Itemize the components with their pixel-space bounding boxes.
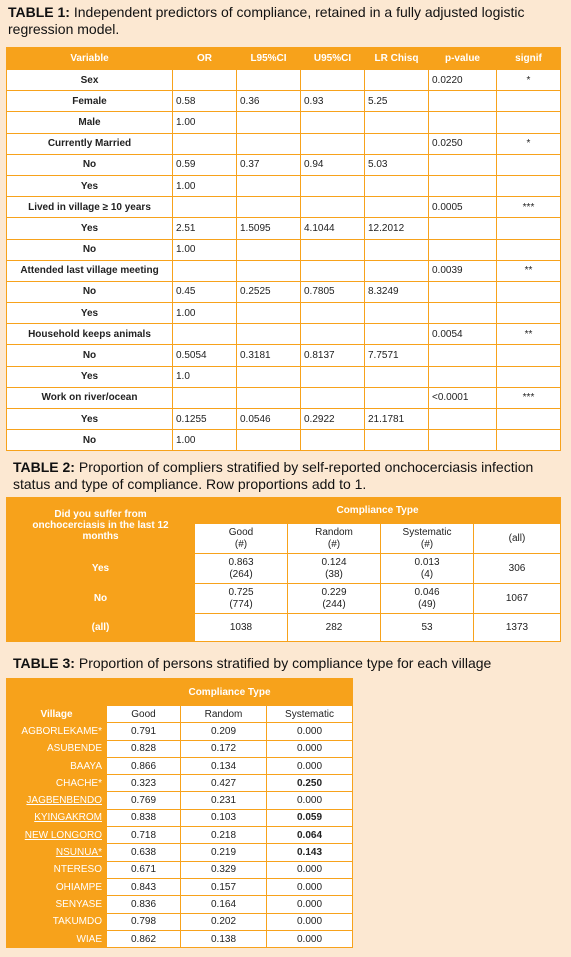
- table1-cell-or: [173, 70, 237, 91]
- table3-cell-random: 0.157: [181, 878, 267, 895]
- table1-cell-p: [429, 345, 497, 366]
- table3-caption-text: Proportion of persons stratified by compliance type for each village: [78, 655, 492, 671]
- table1-cell-lr: [365, 197, 429, 218]
- table2-col-header-name: Random: [315, 526, 353, 538]
- table1-cell-or: [173, 387, 237, 408]
- table3-cell-random: 0.164: [181, 896, 267, 913]
- table2-cell-systematic: [381, 614, 474, 642]
- table2-row: [7, 614, 561, 642]
- table2-col-header: [288, 524, 381, 554]
- table3-village: WIAE: [7, 930, 107, 947]
- table3-row: [7, 861, 353, 878]
- table1-cell-or: 1.00: [173, 112, 237, 133]
- table3-row: [7, 878, 353, 895]
- table1-cell-p: 0.0220: [429, 70, 497, 91]
- table3-cell-good: 0.862: [107, 930, 181, 947]
- table1-cell-sig: [497, 281, 561, 302]
- table3-row: [7, 896, 353, 913]
- table1-cell-p: 0.0250: [429, 133, 497, 154]
- table1-cell-sig: **: [497, 260, 561, 281]
- table3-header-row-1: [7, 679, 353, 706]
- table3-cell-good: 0.718: [107, 827, 181, 844]
- table1-row: [7, 197, 561, 218]
- table1-cell-u95: 0.8137: [301, 345, 365, 366]
- table2-count: (4): [420, 568, 434, 580]
- table1-cell-sig: **: [497, 324, 561, 345]
- table1-row: [7, 281, 561, 302]
- table1-cell-p: [429, 366, 497, 387]
- table1-header-cell: signif: [497, 48, 561, 70]
- table3-cell-systematic: 0.143: [267, 844, 353, 861]
- table3-cell-systematic: 0.000: [267, 723, 353, 740]
- table1-cell-variable: Attended last village meeting: [7, 260, 173, 281]
- table2-col-header-name: (all): [508, 532, 526, 544]
- table2-value: 282: [325, 621, 343, 633]
- table1-cell-u95: [301, 387, 365, 408]
- table1-cell-u95: [301, 260, 365, 281]
- table1-row: [7, 154, 561, 175]
- table3-village: JAGBENBENDO: [7, 792, 107, 809]
- table1-cell-variable: No: [7, 345, 173, 366]
- table1-cell-or: 0.45: [173, 281, 237, 302]
- table1-cell-sig: [497, 175, 561, 196]
- table1-row: [7, 345, 561, 366]
- table2-col-header-name: Good: [228, 526, 254, 538]
- table2-header-row-1: [7, 498, 561, 524]
- table2-col-header: [474, 524, 561, 554]
- table2-value: 1038: [229, 621, 253, 633]
- table2-count: (264): [229, 568, 253, 580]
- table1-cell-or: [173, 260, 237, 281]
- table3-cell-systematic: 0.064: [267, 827, 353, 844]
- table1-cell-variable: Yes: [7, 409, 173, 430]
- table3-cell-systematic: 0.000: [267, 757, 353, 774]
- table3-row: [7, 827, 353, 844]
- table1-cell-l95: [237, 430, 301, 451]
- table3-cell-systematic: 0.250: [267, 775, 353, 792]
- table3-village: NSUNUA*: [7, 844, 107, 861]
- table1-cell-sig: [497, 409, 561, 430]
- table1-cell-or: 1.00: [173, 430, 237, 451]
- table2-group-header: Compliance Type: [195, 498, 561, 524]
- table2-count: (38): [325, 568, 343, 580]
- table3-cell-random: 0.202: [181, 913, 267, 930]
- table2-col-header-sub: (#): [234, 538, 248, 550]
- table3-cell-good: 0.791: [107, 723, 181, 740]
- table1-cell-lr: [365, 112, 429, 133]
- table1-cell-or: [173, 197, 237, 218]
- table1-cell-p: [429, 409, 497, 430]
- table1-cell-or: 1.00: [173, 175, 237, 196]
- table1-row: [7, 175, 561, 196]
- table1-cell-lr: 7.7571: [365, 345, 429, 366]
- table1-caption-label: TABLE 1:: [8, 4, 70, 20]
- table2-cell-systematic: [381, 584, 474, 614]
- table1-cell-sig: [497, 91, 561, 112]
- table3-cell-systematic: 0.000: [267, 930, 353, 947]
- table1-cell-l95: 0.37: [237, 154, 301, 175]
- table2-value: 0.229: [321, 586, 347, 598]
- table3-row: [7, 913, 353, 930]
- table1-caption-text: Independent predictors of compliance, retained in a fully adjusted logistic regression model.: [8, 4, 525, 37]
- table1-cell-or: [173, 133, 237, 154]
- table1-cell-variable: No: [7, 281, 173, 302]
- table2-row-label: Yes: [7, 554, 195, 584]
- table3-col-header: Random: [181, 706, 267, 723]
- table2-count: (244): [322, 598, 346, 610]
- table3-village: SENYASE: [7, 896, 107, 913]
- table2-cell-all: 306: [474, 554, 561, 584]
- table1-cell-lr: 5.25: [365, 91, 429, 112]
- table1-cell-u95: [301, 324, 365, 345]
- table1-cell-sig: ***: [497, 197, 561, 218]
- table3-caption-label: TABLE 3:: [13, 655, 75, 671]
- table1-cell-or: 1.00: [173, 239, 237, 260]
- table1-header-cell: L95%CI: [237, 48, 301, 70]
- table1: [6, 47, 561, 451]
- table1-cell-p: [429, 175, 497, 196]
- table2-col-header-sub: (#): [420, 538, 434, 550]
- table1-cell-or: 0.59: [173, 154, 237, 175]
- table1-cell-or: 1.00: [173, 303, 237, 324]
- table1-cell-variable: No: [7, 430, 173, 451]
- table1-cell-l95: 0.36: [237, 91, 301, 112]
- table1-cell-l95: [237, 70, 301, 91]
- table1-header-row: [7, 48, 561, 70]
- table2-cell-systematic: [381, 554, 474, 584]
- table3-row: [7, 809, 353, 826]
- table3-cell-random: 0.427: [181, 775, 267, 792]
- table1-cell-p: 0.0039: [429, 260, 497, 281]
- table2-count: (774): [229, 598, 253, 610]
- table1-cell-p: [429, 91, 497, 112]
- table1-cell-sig: [497, 303, 561, 324]
- table2-cell-random: [288, 584, 381, 614]
- table1-cell-sig: [497, 239, 561, 260]
- table1-row: [7, 70, 561, 91]
- table3-village: NEW LONGORO: [7, 827, 107, 844]
- table2-value: 0.013: [414, 556, 440, 568]
- table1-cell-lr: [365, 366, 429, 387]
- table1-cell-sig: [497, 345, 561, 366]
- table3-village: AGBORLEKAME*: [7, 723, 107, 740]
- table3-cell-systematic: 0.000: [267, 861, 353, 878]
- table1-cell-variable: Sex: [7, 70, 173, 91]
- table2-value: 0.863: [228, 556, 254, 568]
- table1-row: [7, 324, 561, 345]
- table3-row: [7, 792, 353, 809]
- table1-cell-l95: 0.0546: [237, 409, 301, 430]
- table3-cell-good: 0.843: [107, 878, 181, 895]
- table3-header-blank: [7, 679, 107, 706]
- table3-group-header: Compliance Type: [107, 679, 353, 706]
- table1-cell-l95: [237, 324, 301, 345]
- table3-cell-good: 0.769: [107, 792, 181, 809]
- table2: [6, 497, 561, 642]
- table1-cell-or: [173, 324, 237, 345]
- table1-cell-l95: 0.2525: [237, 281, 301, 302]
- table3-col-header: Good: [107, 706, 181, 723]
- table1-cell-p: [429, 303, 497, 324]
- table1-cell-p: [429, 112, 497, 133]
- table1-cell-variable: Female: [7, 91, 173, 112]
- table2-count: (49): [418, 598, 436, 610]
- table1-cell-sig: [497, 430, 561, 451]
- table1-row: [7, 366, 561, 387]
- table3-cell-random: 0.218: [181, 827, 267, 844]
- table1-cell-l95: [237, 387, 301, 408]
- table3-cell-random: 0.172: [181, 740, 267, 757]
- table3-village: CHACHE*: [7, 775, 107, 792]
- table1-row: [7, 409, 561, 430]
- table2-col-header-name: Systematic: [402, 526, 452, 538]
- table1-cell-lr: [365, 387, 429, 408]
- table1-cell-sig: *: [497, 70, 561, 91]
- table1-row: [7, 133, 561, 154]
- table1-cell-l95: [237, 175, 301, 196]
- table3-cell-systematic: 0.000: [267, 878, 353, 895]
- table2-caption-label: TABLE 2:: [13, 459, 75, 475]
- table1-cell-variable: Household keeps animals: [7, 324, 173, 345]
- table3-cell-systematic: 0.000: [267, 896, 353, 913]
- table1-cell-lr: [365, 430, 429, 451]
- table2-value: 0.046: [414, 586, 440, 598]
- table3-cell-systematic: 0.000: [267, 740, 353, 757]
- table3-cell-random: 0.209: [181, 723, 267, 740]
- table3-col-header: Systematic: [267, 706, 353, 723]
- table1-cell-lr: 8.3249: [365, 281, 429, 302]
- table1-cell-u95: [301, 112, 365, 133]
- table1-header-cell: U95%CI: [301, 48, 365, 70]
- table3-row: [7, 723, 353, 740]
- table1-cell-sig: ***: [497, 387, 561, 408]
- table1-cell-lr: [365, 239, 429, 260]
- table1-cell-u95: [301, 366, 365, 387]
- table1-row: [7, 303, 561, 324]
- table1-row: [7, 260, 561, 281]
- table1-cell-l95: 0.3181: [237, 345, 301, 366]
- table1-cell-p: [429, 430, 497, 451]
- table3-cell-good: 0.838: [107, 809, 181, 826]
- table1-cell-u95: 4.1044: [301, 218, 365, 239]
- table1-cell-u95: [301, 70, 365, 91]
- table1-cell-sig: [497, 218, 561, 239]
- table1-cell-lr: [365, 70, 429, 91]
- table3-village: BAAYA: [7, 757, 107, 774]
- table1-cell-l95: 1.5095: [237, 218, 301, 239]
- table2-col-header-sub: (#): [327, 538, 341, 550]
- table3-cell-random: 0.329: [181, 861, 267, 878]
- table1-cell-lr: 12.2012: [365, 218, 429, 239]
- table1-cell-l95: [237, 197, 301, 218]
- table1-cell-variable: Yes: [7, 366, 173, 387]
- table3-cell-good: 0.638: [107, 844, 181, 861]
- table3-cell-good: 0.323: [107, 775, 181, 792]
- table1-row: [7, 387, 561, 408]
- table1-cell-u95: [301, 303, 365, 324]
- table3-cell-systematic: 0.000: [267, 913, 353, 930]
- table1-cell-l95: [237, 260, 301, 281]
- table1-cell-variable: Work on river/ocean: [7, 387, 173, 408]
- table1-cell-l95: [237, 133, 301, 154]
- table1-cell-sig: *: [497, 133, 561, 154]
- table2-cell-good: [195, 554, 288, 584]
- table2-cell-good: [195, 614, 288, 642]
- table1-cell-u95: 0.7805: [301, 281, 365, 302]
- table1-cell-sig: [497, 366, 561, 387]
- table1-cell-p: 0.0054: [429, 324, 497, 345]
- table1-cell-p: [429, 218, 497, 239]
- table2-cell-random: [288, 614, 381, 642]
- table3-row: [7, 775, 353, 792]
- table2-value: 0.124: [321, 556, 347, 568]
- table1-cell-u95: [301, 239, 365, 260]
- table1-cell-u95: [301, 133, 365, 154]
- table2-row: [7, 584, 561, 614]
- table3-cell-random: 0.103: [181, 809, 267, 826]
- table1-cell-variable: Yes: [7, 175, 173, 196]
- table1-header-cell: LR Chisq: [365, 48, 429, 70]
- table1-header-cell: OR: [173, 48, 237, 70]
- table2-cell-random: [288, 554, 381, 584]
- table2-col-header: [195, 524, 288, 554]
- table3-cell-systematic: 0.000: [267, 792, 353, 809]
- table3-col-header: Village: [7, 706, 107, 723]
- table2-caption-text: Proportion of compliers stratified by self-reported onchocerciasis infection status and type of compliance. Row proportions add to 1.: [13, 459, 534, 492]
- table1-cell-or: 0.1255: [173, 409, 237, 430]
- table3-cell-random: 0.134: [181, 757, 267, 774]
- table1-cell-lr: [365, 175, 429, 196]
- table2-row: [7, 554, 561, 584]
- table1-cell-u95: [301, 175, 365, 196]
- table3-caption: [13, 655, 563, 672]
- table3-cell-random: 0.231: [181, 792, 267, 809]
- table3-cell-random: 0.138: [181, 930, 267, 947]
- table1-cell-u95: [301, 430, 365, 451]
- table1-cell-l95: [237, 303, 301, 324]
- table1-cell-lr: [365, 324, 429, 345]
- table1-row: [7, 239, 561, 260]
- table3-cell-random: 0.219: [181, 844, 267, 861]
- table1-cell-variable: Male: [7, 112, 173, 133]
- table1-cell-sig: [497, 154, 561, 175]
- table1-cell-l95: [237, 112, 301, 133]
- table3-village: OHIAMPE: [7, 878, 107, 895]
- table1-cell-lr: 21.1781: [365, 409, 429, 430]
- table1-cell-or: 0.5054: [173, 345, 237, 366]
- table2-cell-good: [195, 584, 288, 614]
- table1-row: [7, 218, 561, 239]
- table1-cell-variable: Currently Married: [7, 133, 173, 154]
- table2-caption: [13, 459, 563, 493]
- table1-cell-lr: [365, 303, 429, 324]
- table1-cell-variable: Yes: [7, 218, 173, 239]
- table1-row: [7, 112, 561, 133]
- table2-row-label: (all): [7, 614, 195, 642]
- table3-cell-good: 0.836: [107, 896, 181, 913]
- table1-cell-u95: 0.2922: [301, 409, 365, 430]
- table1-cell-or: 2.51: [173, 218, 237, 239]
- table3-village: NTERESO: [7, 861, 107, 878]
- table3-village: TAKUMDO: [7, 913, 107, 930]
- table1-cell-p: 0.0005: [429, 197, 497, 218]
- table1-cell-lr: [365, 260, 429, 281]
- table1-cell-variable: No: [7, 239, 173, 260]
- table3-header-row-2: [7, 706, 353, 723]
- table1-cell-u95: 0.94: [301, 154, 365, 175]
- table1-cell-l95: [237, 366, 301, 387]
- table1-cell-variable: Lived in village ≥ 10 years: [7, 197, 173, 218]
- table2-value: 53: [421, 621, 433, 633]
- table1-cell-u95: [301, 197, 365, 218]
- table3-cell-good: 0.798: [107, 913, 181, 930]
- table2-value: 0.725: [228, 586, 254, 598]
- table3-row: [7, 930, 353, 947]
- table1-caption: [8, 4, 563, 38]
- table1-row: [7, 430, 561, 451]
- table1-cell-or: 1.0: [173, 366, 237, 387]
- table1-header-cell: p-value: [429, 48, 497, 70]
- table3-village: KYINGAKROM: [7, 809, 107, 826]
- table3-row: [7, 844, 353, 861]
- table1-header-cell: Variable: [7, 48, 173, 70]
- table2-row-header: Did you suffer from onchocerciasis in the last 12 months: [7, 498, 195, 554]
- table1-cell-sig: [497, 112, 561, 133]
- table1-cell-p: [429, 281, 497, 302]
- table1-cell-p: <0.0001: [429, 387, 497, 408]
- table1-cell-u95: 0.93: [301, 91, 365, 112]
- table1-cell-or: 0.58: [173, 91, 237, 112]
- table3-cell-good: 0.866: [107, 757, 181, 774]
- table2-row-label: No: [7, 584, 195, 614]
- table1-cell-lr: [365, 133, 429, 154]
- table3-cell-systematic: 0.059: [267, 809, 353, 826]
- table1-cell-p: [429, 154, 497, 175]
- table3-cell-good: 0.671: [107, 861, 181, 878]
- table3-village: ASUBENDE: [7, 740, 107, 757]
- table3-row: [7, 757, 353, 774]
- table1-cell-variable: No: [7, 154, 173, 175]
- table3-cell-good: 0.828: [107, 740, 181, 757]
- table3-row: [7, 740, 353, 757]
- table1-row: [7, 91, 561, 112]
- table1-cell-l95: [237, 239, 301, 260]
- table2-cell-all: 1067: [474, 584, 561, 614]
- table1-cell-lr: 5.03: [365, 154, 429, 175]
- table1-cell-variable: Yes: [7, 303, 173, 324]
- table3: [6, 678, 353, 948]
- table2-cell-all: 1373: [474, 614, 561, 642]
- table1-cell-p: [429, 239, 497, 260]
- table2-col-header: [381, 524, 474, 554]
